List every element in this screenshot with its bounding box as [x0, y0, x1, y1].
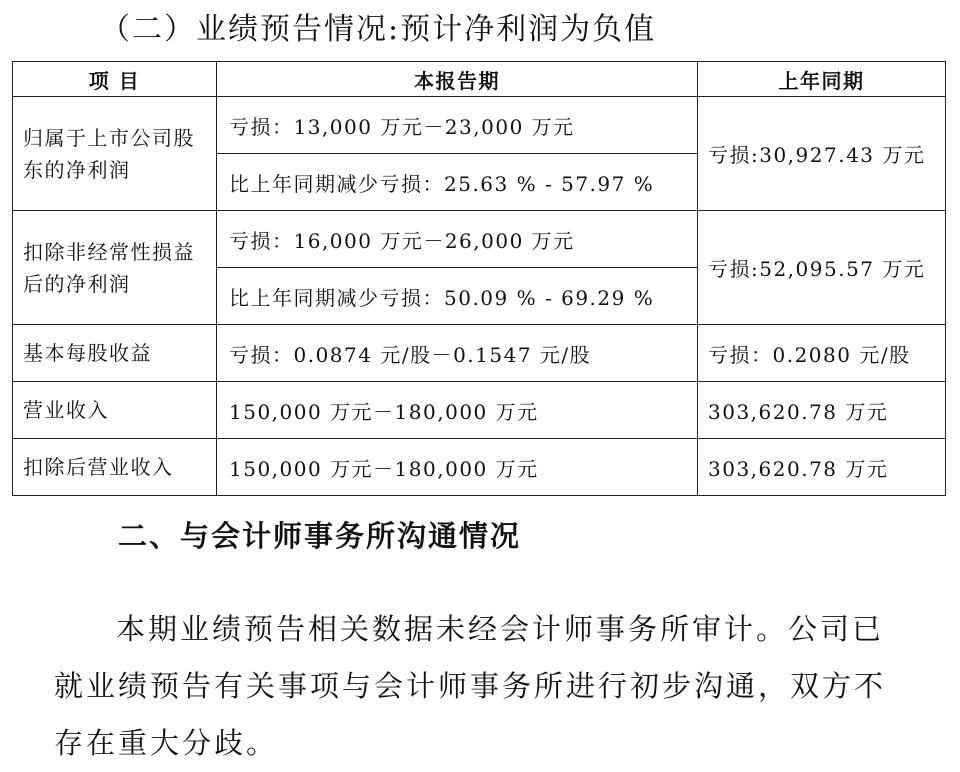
- table-row: [13, 382, 946, 439]
- table-header-row: [13, 62, 946, 97]
- table-row: [13, 439, 946, 496]
- row-label-net-profit: 归属于上市公司股东的净利润: [13, 97, 217, 211]
- table-row: [13, 325, 946, 382]
- header-previous-period: 上年同期: [698, 62, 946, 97]
- revenue-previous: 303,620.78 万元: [698, 382, 946, 439]
- table-row: [13, 211, 946, 268]
- net-profit-previous: 亏损:30,927.43 万元: [698, 97, 946, 211]
- section-heading-audit-communication: 二、与会计师事务所沟通情况: [118, 519, 522, 553]
- net-profit-ex-previous: 亏损:52,095.57 万元: [698, 211, 946, 325]
- eps-current: 亏损：0.0874 元/股－0.1547 元/股: [217, 325, 698, 382]
- section-title: （二）业绩预告情况:预计净利润为负值: [100, 12, 657, 47]
- net-profit-ex-current-change: 比上年同期减少亏损：50.09 % - 69.29 %: [217, 268, 698, 325]
- net-profit-ex-current-range: 亏损：16,000 万元－26,000 万元: [217, 211, 698, 268]
- revenue-current: 150,000 万元－180,000 万元: [217, 382, 698, 439]
- eps-previous: 亏损：0.2080 元/股: [698, 325, 946, 382]
- performance-forecast-table: [12, 61, 946, 496]
- row-label-eps: 基本每股收益: [13, 325, 217, 382]
- net-profit-current-change: 比上年同期减少亏损：25.63 % - 57.97 %: [217, 154, 698, 211]
- revenue-ex-current: 150,000 万元－180,000 万元: [217, 439, 698, 496]
- table-row: [13, 97, 946, 154]
- row-label-revenue: 营业收入: [13, 382, 217, 439]
- header-current-period: 本报告期: [217, 62, 698, 97]
- body-paragraph: 本期业绩预告相关数据未经会计师事务所审计。公司已就业绩预告有关事项与会计师事务所进行初步沟通，双方不存在重大分歧。: [54, 612, 887, 760]
- header-item: 项 目: [13, 62, 217, 97]
- revenue-ex-previous: 303,620.78 万元: [698, 439, 946, 496]
- net-profit-current-range: 亏损：13,000 万元－23,000 万元: [217, 97, 698, 154]
- row-label-net-profit-ex: 扣除非经常性损益后的净利润: [13, 211, 217, 325]
- row-label-revenue-ex: 扣除后营业收入: [13, 439, 217, 496]
